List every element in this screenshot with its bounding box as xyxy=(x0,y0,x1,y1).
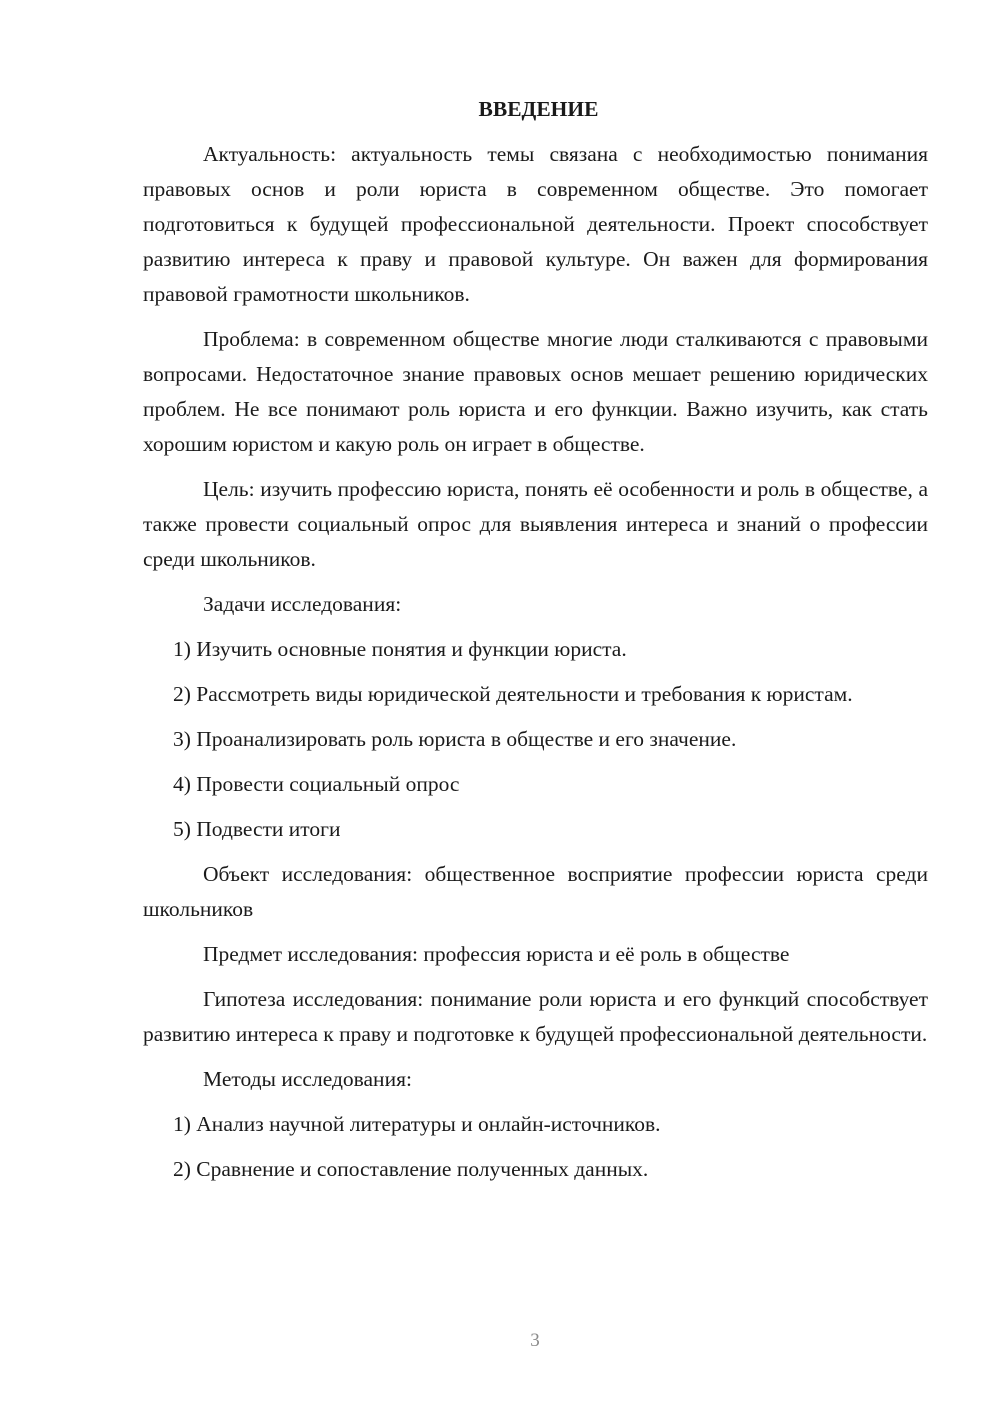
section-title: ВВЕДЕНИЕ xyxy=(478,97,599,121)
problem-paragraph: Проблема: в современном обществе многие люди сталкиваются с правовыми вопросами. Недостаточное знание правовых основ мешает решению юридических проблем. Не все понимают роль юриста и его функции. Важно изучить, как стать хорошим юристом и какую роль он играет в обществе. xyxy=(143,327,928,456)
object-paragraph: Объект исследования: общественное восприятие профессии юриста среди школьников xyxy=(143,862,928,921)
page-number: 3 xyxy=(530,1330,540,1351)
document-page xyxy=(143,92,928,1197)
methods-heading: Методы исследования: xyxy=(203,1067,412,1091)
tasks-heading: Задачи исследования: xyxy=(203,592,402,616)
task-item-4: 4) Провести социальный опрос xyxy=(173,772,460,796)
hypothesis-paragraph: Гипотеза исследования: понимание роли юриста и его функций способствует развитию интереса к праву и подготовке к будущей профессиональной деятельности. xyxy=(143,987,928,1046)
relevance-paragraph: Актуальность: актуальность темы связана с необходимостью понимания правовых основ и роли юриста в современном обществе. Это помогает подготовиться к будущей профессиональной деятельности. Проект способствует развитию интереса к праву и правовой культуре. Он важен для формирования правовой грамотности школьников. xyxy=(143,142,928,306)
goal-paragraph: Цель: изучить профессию юриста, понять её особенности и роль в обществе, а также провести социальный опрос для выявления интереса и знаний о профессии среди школьников. xyxy=(143,477,928,571)
task-item-2: 2) Рассмотреть виды юридической деятельности и требования к юристам. xyxy=(173,682,853,706)
task-item-3: 3) Проанализировать роль юриста в обществе и его значение. xyxy=(173,727,737,751)
method-item-2: 2) Сравнение и сопоставление полученных данных. xyxy=(173,1157,649,1181)
method-item-1: 1) Анализ научной литературы и онлайн-источников. xyxy=(173,1112,661,1136)
task-item-1: 1) Изучить основные понятия и функции юриста. xyxy=(173,637,627,661)
subject-paragraph: Предмет исследования: профессия юриста и её роль в обществе xyxy=(203,942,790,966)
task-item-5: 5) Подвести итоги xyxy=(173,817,341,841)
